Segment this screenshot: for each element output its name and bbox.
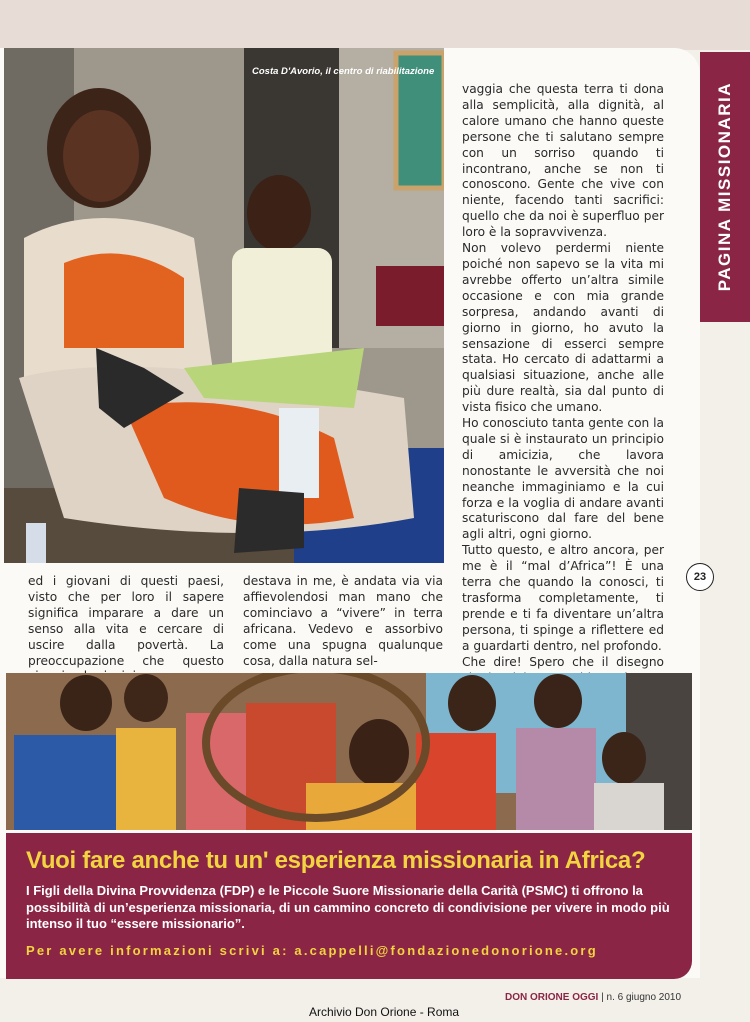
section-tab [700,52,750,322]
photo-children-illustration [6,673,692,830]
column-3-paragraph: vaggia che questa terra ti dona alla semplicità, alla dignità, al calore umano che hanno queste persone che ti salutano sempre con un sorriso quando ti incontrano, anche se non ti conoscono. Gente che vive con niente, facendo tanti sacrifici: quello che da noi è superfluo per loro è la sopravvivenza. [462,82,664,240]
column-3-paragraph: Che dire! Spero che il disegno [462,654,664,669]
page-number: 23 [686,563,714,591]
article-column-1 [28,574,224,685]
article-column-2 [243,574,443,669]
footer-separator: | [601,992,604,1003]
article-column-3 [462,82,664,766]
column-3-paragraph: Non volevo perdermi niente poiché non sapevo se la vita mi avrebbe offerto un’altra simile occasione e con mia grande sorpresa, andando avanti di giorno in giorno, ho avuto la sensazione di esserci sempre stata. Ho cercato di adattarmi a qualsiasi situazione, anche alle più dure realtà, sia dal punto di vista fisico che umano. [462,241,664,415]
column-3-paragraph: Tutto questo, e altro ancora, per me è il “mal d’Africa”! È una terra che quando la conosci, ti trasforma completamente, ti prende e ti fa diventare un’altra persona, ti spinge a riflettere ed a guardarti dentro, nel profondo. [462,543,664,653]
section-tab-label: PAGINA MISSIONARIA [715,82,734,292]
magazine-name: DON ORIONE OGGI [505,992,599,1003]
photo-caption: Costa D'Avorio, il centro di riabilitazione [252,66,435,77]
column-2-text: destava in me, è andata via via affievolendosi man mano che cominciavo a “vivere” in terra africana. Vedevo e assorbivo come una spugna qualunque cosa, dalla natura sel- [243,574,443,668]
banner-contact: Per avere informazioni scrivi a: a.cappelli@fondazionedonorione.org [26,943,598,958]
column-1-text: ed i giovani di questi paesi, visto che per loro il sapere significa imparare a dare un senso alla vita e cercare di uscire dalla povertà. La preoccupazione che questo [28,574,224,668]
top-margin-band [0,0,750,50]
photo-woman-child-illustration [4,48,444,563]
column-3-paragraph: Ho conosciuto tanta gente con la quale si è instaurato un principio di amicizia, che lavora nonostante le avversità che noi neanche immaginiamo e la cui forza e la voglia di andare avanti scaturiscono dal fare del bene agli altri, ogni giorno. [462,416,664,542]
photo-woman-child [4,48,444,563]
promo-banner [6,833,692,979]
photo-children-group [6,673,692,830]
banner-body: I Figli della Divina Provvidenza (FDP) e le Piccole Suore Missionarie della Carità (PSMC) ti offrono la possibilità di un’esperienza missionaria, di un cammino concreto di condivisione per vivere in modo più intenso il tuo “essere missionario”. [26,883,670,931]
banner-title: Vuoi fare anche tu un' esperienza missionaria in Africa? [26,847,646,874]
archive-footer: Archivio Don Orione - Roma [309,1005,460,1019]
issue-info: n. 6 giugno 2010 [606,992,682,1003]
magazine-footer [505,992,681,1003]
